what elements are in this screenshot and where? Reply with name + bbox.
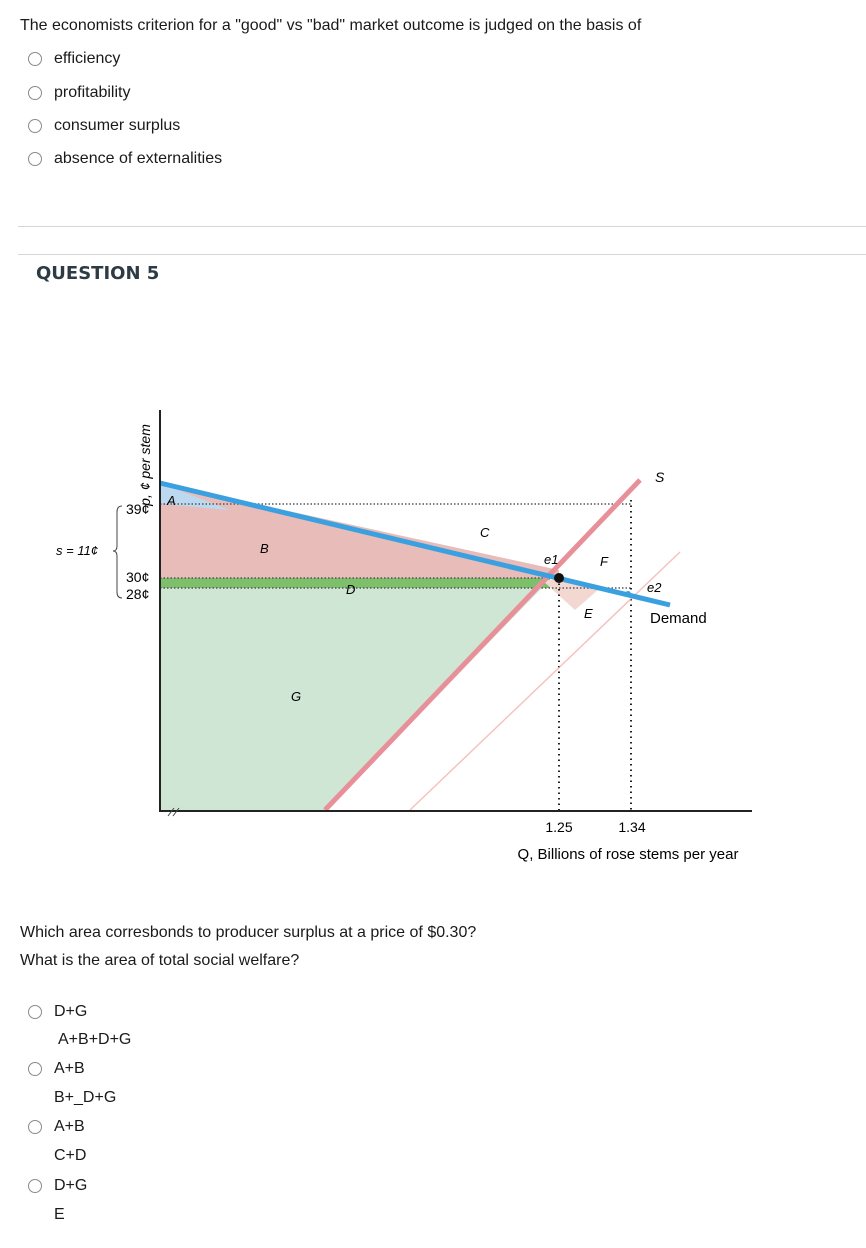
question5-text-line1: Which area corresbonds to producer surplus at a price of $0.30? xyxy=(20,924,477,941)
q5-answer-4[interactable] xyxy=(28,1177,87,1195)
option-label: profitability xyxy=(54,84,131,101)
question5-text-line2: What is the area of total social welfare? xyxy=(20,952,300,969)
divider xyxy=(18,226,866,227)
area-label-f: F xyxy=(600,554,608,569)
answer-main-label: D+G xyxy=(54,1003,88,1020)
y-tick-28: 28¢ xyxy=(126,586,150,602)
y-axis-label: p, ¢ per stem xyxy=(137,424,153,506)
supply-demand-chart xyxy=(0,370,866,880)
q4-option-efficiency[interactable] xyxy=(28,50,120,68)
radio-button[interactable] xyxy=(28,52,42,66)
area-label-a: A xyxy=(167,493,176,508)
radio-button[interactable] xyxy=(28,86,42,100)
area-label-e: E xyxy=(584,606,593,621)
x-tick-1-25: 1.25 xyxy=(545,819,573,835)
y-tick-39: 39¢ xyxy=(126,501,150,517)
q5-answer-3[interactable] xyxy=(28,1118,85,1136)
q5-answer-2[interactable] xyxy=(28,1060,85,1078)
area-label-b: B xyxy=(260,541,269,556)
answer-sub-label: B+_D+G xyxy=(54,1089,117,1106)
equilibrium-e2-point xyxy=(625,591,631,597)
question4-prompt: The economists criterion for a "good" vs "bad" market outcome is judged on the basis of xyxy=(20,17,642,34)
tax-label: s = 11¢ xyxy=(56,543,99,558)
option-label: absence of externalities xyxy=(54,150,223,167)
answer-sub-label: C+D xyxy=(54,1147,87,1164)
q5-answer-1[interactable] xyxy=(28,1003,87,1021)
radio-button[interactable] xyxy=(28,1062,42,1076)
radio-button[interactable] xyxy=(28,1005,42,1019)
area-label-g: G xyxy=(291,689,302,704)
q4-option-profitability[interactable] xyxy=(28,84,130,102)
tax-brace xyxy=(113,506,122,598)
area-label-d: D xyxy=(346,582,356,597)
answer-sub-label: A+B+D+G xyxy=(58,1031,132,1048)
x-axis-label: Q, Billions of rose stems per year xyxy=(517,846,739,863)
equilibrium-e1-point xyxy=(554,573,564,583)
radio-button[interactable] xyxy=(28,1179,42,1193)
answer-main-label: D+G xyxy=(54,1177,88,1194)
q4-option-absence-of-externalities[interactable] xyxy=(28,150,222,168)
answer-sub-label: E xyxy=(54,1206,65,1223)
radio-button[interactable] xyxy=(28,119,42,133)
option-label: efficiency xyxy=(54,50,121,67)
demand-label: Demand xyxy=(650,610,707,627)
y-tick-30: 30¢ xyxy=(126,569,150,585)
area-label-c: C xyxy=(480,525,490,540)
divider xyxy=(18,254,866,255)
option-label: consumer surplus xyxy=(54,117,181,134)
q4-option-consumer-surplus[interactable] xyxy=(28,117,180,135)
x-tick-1-34: 1.34 xyxy=(618,819,646,835)
radio-button[interactable] xyxy=(28,1120,42,1134)
radio-button[interactable] xyxy=(28,152,42,166)
supply-label: S xyxy=(655,469,665,485)
answer-main-label: A+B xyxy=(54,1118,85,1135)
area-producer-green xyxy=(160,588,542,810)
equilibrium-e1-label: e1 xyxy=(544,552,559,567)
answer-main-label: A+B xyxy=(54,1060,85,1077)
equilibrium-e2-label: e2 xyxy=(647,580,662,595)
question5-heading: QUESTION 5 xyxy=(36,263,160,284)
